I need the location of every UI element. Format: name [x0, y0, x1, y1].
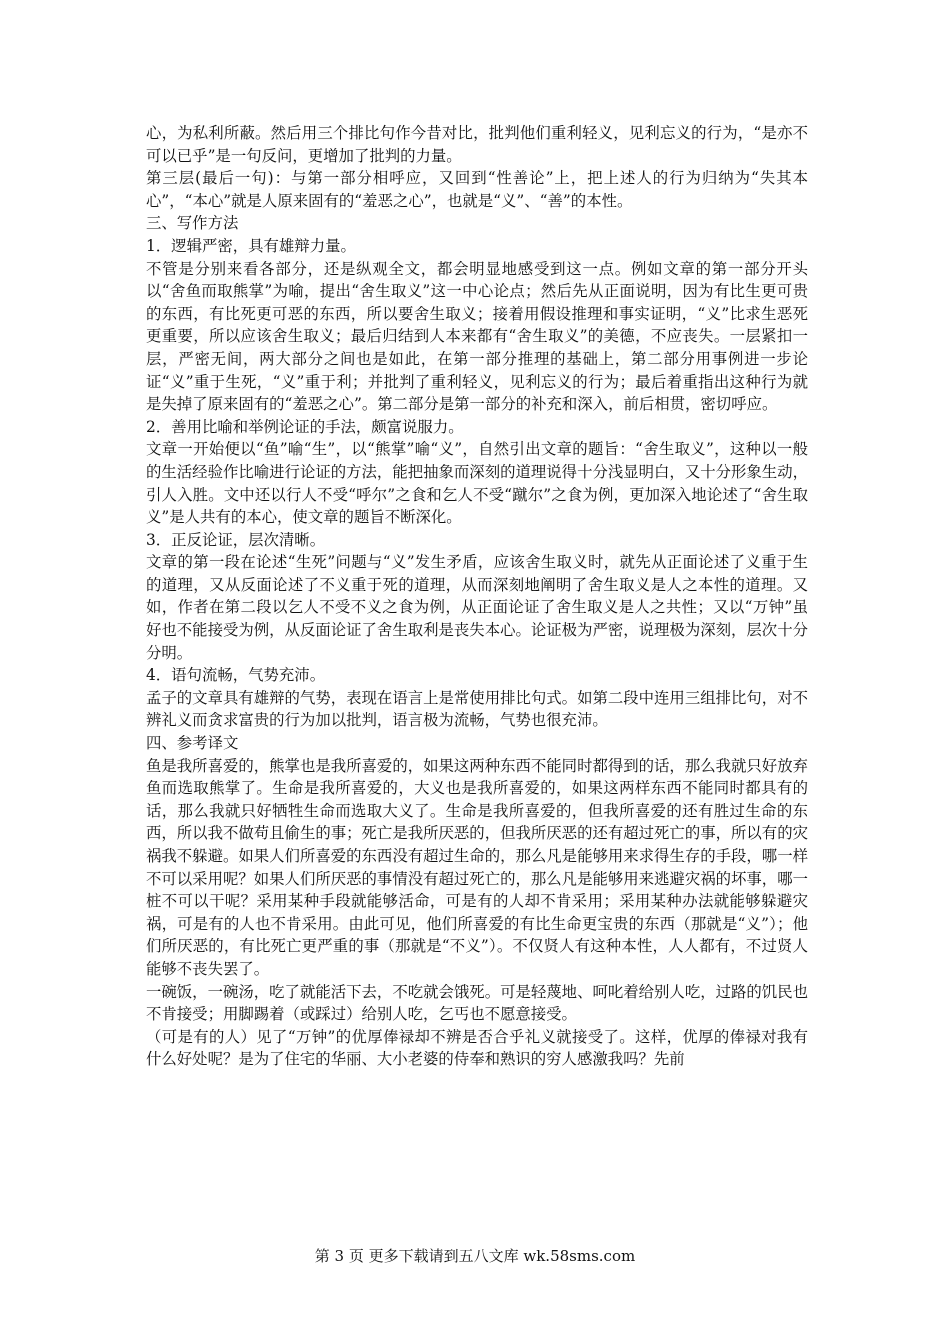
- paragraph-metaphor: 文章一开始便以“鱼”喻“生”，以“熊掌”喻“义”，自然引出文章的题旨：“舍生取义”，这种以一般的生活经验作比喻进行论证的方法，能把抽象而深刻的道理说得十分浅显明白，又十分形象生动，引人入胜。文中还以行人不受“呼尔”之食和乞人不受“蹴尔”之食为例，更加深入地论述了“舍生取义”是人共有的本心，使文章的题旨不断深化。: [146, 440, 808, 527]
- paragraph-translation-1: 鱼是我所喜爱的，熊掌也是我所喜爱的，如果这两种东西不能同时都得到的话，那么我就只好放弃鱼而选取熊掌了。生命是我所喜爱的，大义也是我所喜爱的，如果这两样东西不能同时都具有的话，那么我就只好牺牲生命而选取大义了。生命是我所喜爱的，但我所喜爱的还有胜过生命的东西，所以我不做苟且偷生的事；死亡是我所厌恶的，但我所厌恶的还有超过死亡的事，所以有的灾祸我不躲避。如果人们所喜爱的东西没有超过生命的，那么凡是能够用来求得生存的手段，哪一样不可以采用呢？如果人们所厌恶的事情没有超过死亡的，那么凡是能够用来逃避灾祸的坏事，哪一桩不可以干呢？采用某种手段就能够活命，可是有的人却不肯采用；采用某种办法就能够躲避灾祸，可是有的人也不肯采用。由此可见，他们所喜爱的有比生命更宝贵的东西（那就是“义”）；他们所厌恶的，有比死亡更严重的事（那就是“不义”）。不仅贤人有这种本性，人人都有，不过贤人能够不丧失罢了。: [146, 756, 808, 978]
- paragraph-contrast: 文章的第一段在论述“生死”问题与“义”发生矛盾，应该舍生取义时，就先从正面论述了义重于生的道理，又从反面论述了不义重于死的道理，从而深刻地阐明了舍生取义是人之本性的道理。又如，作者在第二段以乞人不受不义之食为例，从正面论证了舍生取义是人之共性；又以“万钟”虽好也不能接受为例，从反面论证了舍生取利是丧失本心。论证极为严密，说理极为深刻，层次十分分明。: [146, 553, 808, 662]
- subheading-logic: 1．逻辑严密，具有雄辩力量。: [146, 236, 356, 255]
- document-body: [146, 122, 808, 1071]
- paragraph-continuation: 心，为私利所蔽。然后用三个排比句作今昔对比，批判他们重利轻义，见利忘义的行为，“是亦不可以已乎”是一句反问，更增加了批判的力量。: [146, 124, 808, 165]
- section-heading-translation: 四、参考译文: [146, 734, 239, 753]
- paragraph-third-layer: 第三层(最后一句)：与第一部分相呼应，又回到“性善论”上，把上述人的行为归纳为“失其本心”，“本心”就是人原来固有的“羞恶之心”，也就是“义”、“善”的本性。: [146, 169, 808, 210]
- subheading-fluency: 4．语句流畅，气势充沛。: [146, 666, 326, 685]
- page-footer: 第 3 页 更多下载请到五八文库 wk.58sms.com: [314, 1247, 636, 1265]
- section-heading-writing-method: 三、写作方法: [146, 214, 239, 233]
- subheading-contrast: 3．正反论证，层次清晰。: [146, 530, 326, 549]
- paragraph-translation-3: （可是有的人）见了“万钟”的优厚俸禄却不辨是否合乎礼义就接受了。这样，优厚的俸禄对我有什么好处呢？是为了住宅的华丽、大小老婆的侍奉和熟识的穷人感激我吗？先前: [146, 1027, 808, 1069]
- paragraph-translation-2: 一碗饭，一碗汤，吃了就能活下去，不吃就会饿死。可是轻蔑地、呵叱着给别人吃，过路的饥民也不肯接受；用脚踢着（或踩过）给别人吃，乞丐也不愿意接受。: [146, 982, 808, 1024]
- paragraph-fluency: 孟子的文章具有雄辩的气势，表现在语言上是常使用排比句式。如第二段中连用三组排比句，对不辨礼义而贪求富贵的行为加以批判，语言极为流畅，气势也很充沛。: [146, 688, 808, 730]
- subheading-metaphor: 2．善用比喻和举例论证的手法，颇富说服力。: [146, 417, 464, 436]
- paragraph-logic: 不管是分别来看各部分，还是纵观全文，都会明显地感受到这一点。例如文章的第一部分开头以“舍鱼而取熊掌”为喻，提出“舍生取义”这一中心论点；然后先从正面说明，因为有比生更可贵的东西，有比死更可恶的东西，所以要舍生取义；接着用假设推理和事实证明，“义”比求生恶死更重要，所以应该舍生取义；最后归结到人本来都有“舍生取义”的美德，不应丧失。一层紧扣一层，严密无间，两大部分之间也是如此，在第一部分推理的基础上，第二部分用事例进一步论证“义”重于生死，“义”重于利；并批判了重利轻义，见利忘义的行为；最后着重指出这种行为就是失掉了原来固有的“羞恶之心”。第二部分是第一部分的补充和深入，前后相贯，密切呼应。: [146, 259, 808, 414]
